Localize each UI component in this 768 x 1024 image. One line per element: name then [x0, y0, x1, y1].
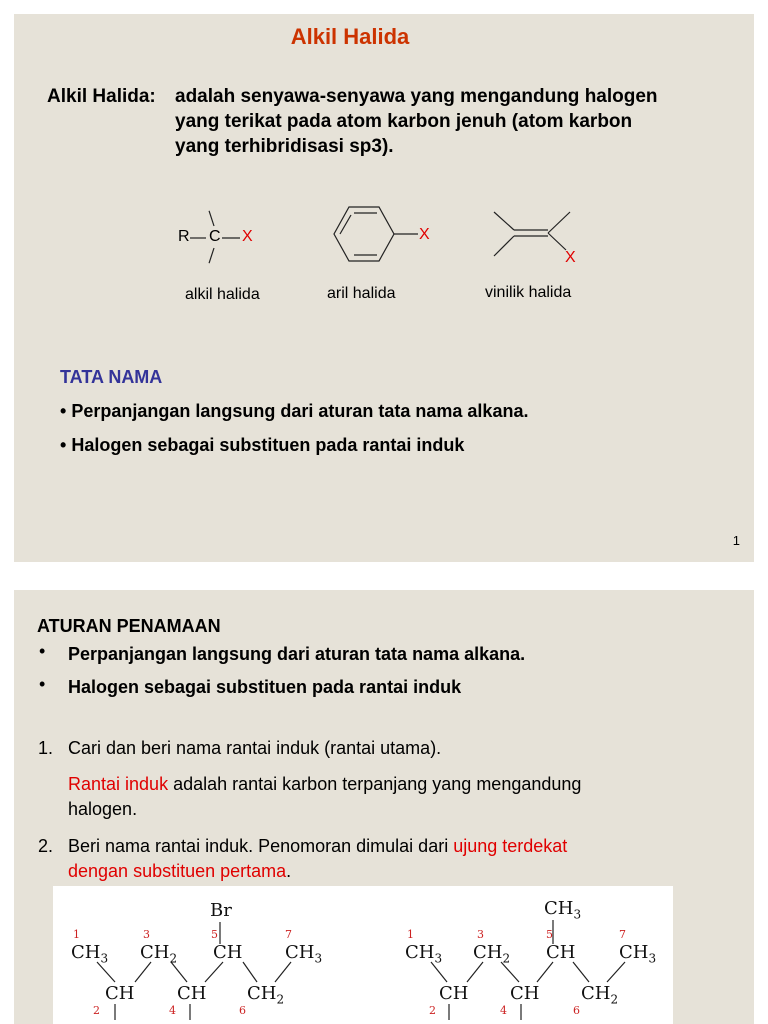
- aryl-halide-structure: [322, 202, 432, 272]
- step-1-note-highlight: Rantai induk: [68, 774, 169, 794]
- alkyl-caption: alkil halida: [185, 286, 260, 303]
- left-num-1: 1: [73, 928, 80, 941]
- right-num-2: 2: [429, 1004, 436, 1017]
- alkyl-c-label: C: [209, 228, 221, 245]
- definition-label: Alkil Halida:: [47, 86, 156, 107]
- left-num-4: 4: [169, 1004, 176, 1017]
- right-num-3: 3: [477, 928, 484, 941]
- aryl-x-label: X: [419, 226, 430, 243]
- left-bottom-3: $CH_2$: [247, 983, 285, 1007]
- step-2-text-plain: Beri nama rantai induk. Penomoran dimulai dari: [68, 836, 449, 856]
- bullet-item-1: [60, 401, 528, 422]
- left-top-2: $CH_2$: [140, 942, 178, 966]
- slide-2: [14, 590, 754, 1024]
- left-top-3: CH: [213, 942, 243, 963]
- bullet-dot-icon: •: [60, 435, 67, 455]
- step-2-text: [68, 834, 567, 884]
- step-1-note-line2: halogen.: [68, 799, 138, 819]
- definition-line-2: yang terikat pada atom karbon jenuh (atom karbon: [175, 111, 633, 132]
- left-substituent: Br: [210, 900, 232, 921]
- step-1-note: [68, 772, 581, 822]
- left-num-3: 3: [143, 928, 150, 941]
- left-num-7: 7: [285, 928, 292, 941]
- right-bottom-3: $CH_2$: [581, 983, 619, 1007]
- left-bottom-2: CH: [177, 983, 207, 1004]
- definition: [47, 84, 658, 159]
- right-num-7: 7: [619, 928, 626, 941]
- right-top-3: CH: [546, 942, 576, 963]
- bullet-dot-icon: •: [39, 674, 46, 694]
- right-top-2: $CH_2$: [473, 942, 511, 966]
- section-heading: TATA NAMA: [60, 367, 163, 387]
- left-num-2: 2: [93, 1004, 100, 1017]
- bullet-text: Perpanjangan langsung dari aturan tata nama alkana.: [71, 401, 529, 421]
- right-num-1: 1: [407, 928, 414, 941]
- right-top-4: $CH_3$: [619, 942, 657, 966]
- alkyl-x-label: X: [242, 228, 253, 245]
- definition-line-1: adalah senyawa-senyawa yang mengandung halogen: [175, 86, 658, 107]
- aryl-caption: aril halida: [327, 285, 396, 302]
- definition-line-3: yang terhibridisasi sp3).: [175, 136, 394, 157]
- left-bottom-1: CH: [105, 983, 135, 1004]
- slide-title: Alkil Halida: [290, 24, 410, 49]
- right-num-5: 5: [546, 928, 553, 941]
- bullet-text: Halogen sebagai substituen pada rantai induk: [71, 435, 465, 455]
- alkyl-r-label: R: [178, 228, 190, 245]
- step-1-text: Cari dan beri nama rantai induk (rantai utama).: [68, 738, 442, 758]
- bullet-text-2: Halogen sebagai substituen pada rantai induk: [68, 677, 462, 697]
- bullet-dot-icon: •: [60, 401, 67, 421]
- bullet-item-2: [60, 435, 464, 456]
- right-num-4: 4: [500, 1004, 507, 1017]
- step-1-note-text: adalah rantai karbon terpanjang yang mengandung: [173, 774, 582, 794]
- molecule-figure: [53, 886, 673, 1024]
- bullet-text-1: Perpanjangan langsung dari aturan tata nama alkana.: [68, 644, 526, 664]
- bullet-dot-icon: •: [39, 641, 46, 661]
- left-top-4: $CH_3$: [285, 942, 323, 966]
- step-2-line2-highlight: dengan substituen pertama: [68, 861, 287, 881]
- step-2-text-highlight: ujung terdekat: [453, 836, 568, 856]
- right-bottom-2: CH: [510, 983, 540, 1004]
- slide-1: [14, 14, 754, 562]
- page-number: 1: [732, 533, 740, 548]
- vinyl-x-label: X: [565, 249, 576, 266]
- right-num-6: 6: [573, 1004, 580, 1017]
- vinyl-caption: vinilik halida: [485, 284, 572, 301]
- left-top-1: $CH_3$: [71, 942, 109, 966]
- right-top-1: $CH_3$: [405, 942, 443, 966]
- left-num-5: 5: [211, 928, 218, 941]
- step-number-1: 1.: [38, 738, 54, 758]
- left-num-6: 6: [239, 1004, 246, 1017]
- step-number-2: 2.: [38, 836, 54, 856]
- right-substituent: $CH_3$: [544, 898, 582, 922]
- step-2-line2-end: .: [286, 861, 292, 881]
- slide-heading: ATURAN PENAMAAN: [37, 616, 221, 636]
- right-bottom-1: CH: [439, 983, 469, 1004]
